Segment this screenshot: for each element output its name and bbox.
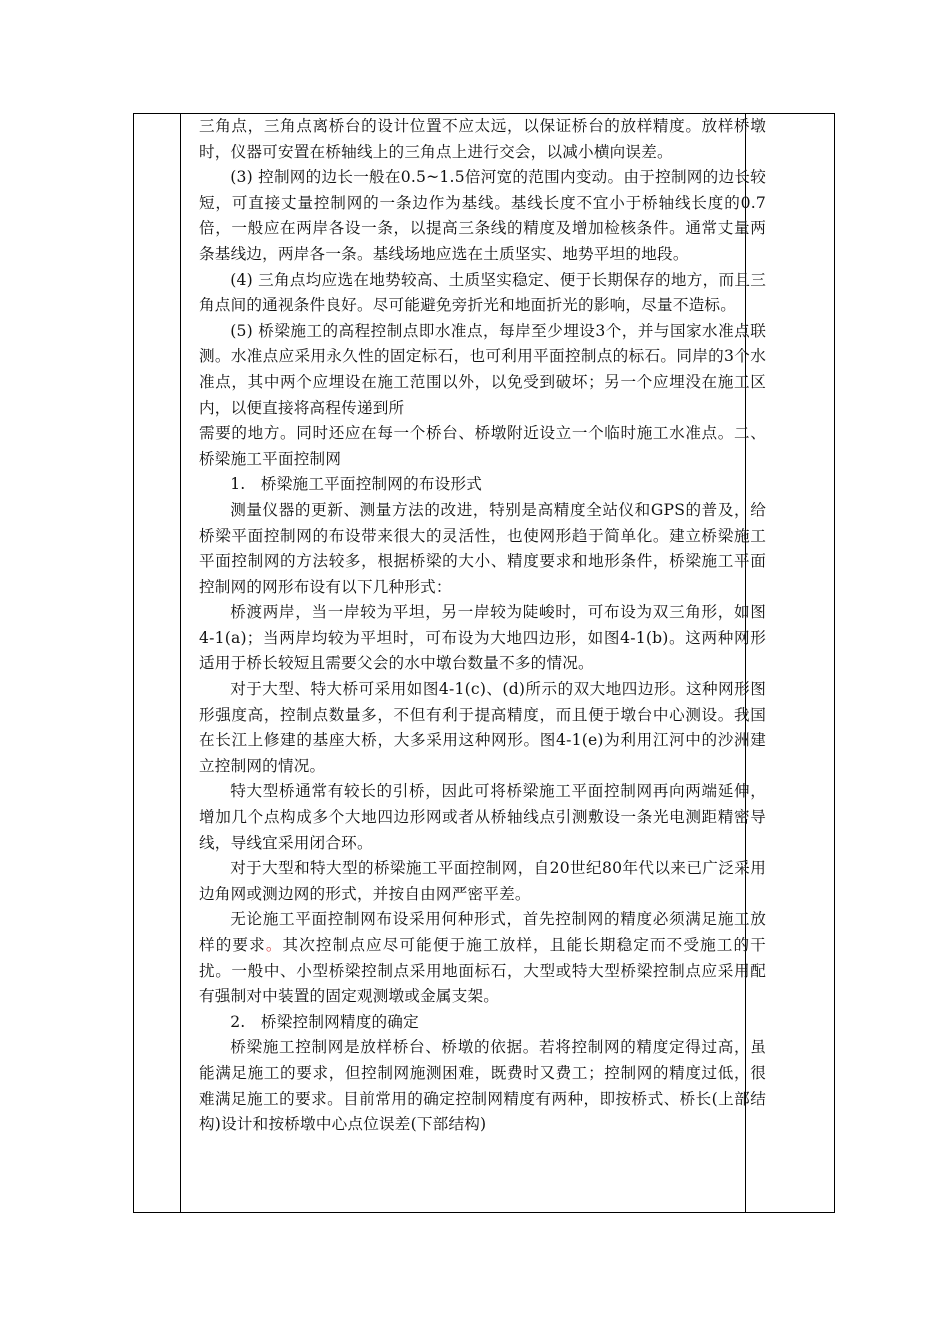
form-table (133, 113, 835, 1213)
paragraph-text: 特大型桥通常有较长的引桥，因此可将桥梁施工平面控制网再向两端延伸，增加几个点构成多个大地四边形网或者从桥轴线点引测敷设一条光电测距精密导线，导线宜采用闭合环。 (199, 782, 766, 852)
paragraph-text: 测量仪器的更新、测量方法的改进，特别是高精度全站仪和GPS的普及，给桥梁平面控制网的布设带来很大的灵活性，也使网形趋于简单化。建立桥梁施工平面控制网的方法较多，根据桥梁的大小、精度要求和地形条件，桥梁施工平面控制网的网形布设有以下几种形式： (199, 500, 766, 596)
paragraph (199, 114, 766, 165)
paragraph-text: (4) 三角点均应选在地势较高、土质坚实稳定、便于长期保存的地方，而且三角点间的通视条件良好。尽可能避免旁折光和地面折光的影响，尽量不造标。 (199, 270, 766, 315)
paragraph-text: 桥渡两岸，当一岸较为平坦，另一岸较为陡峻时，可布设为双三角形，如图4-1(a)；当两岸均较为平坦时，可布设为大地四边形，如图4-1(b)。这两种网形适用于桥长较短且需要父会的水中墩台数量不多的情况。 (199, 603, 766, 673)
paragraph-text: 三角点，三角点离桥台的设计位置不应太远，以保证桥台的放样精度。放样桥墩时，仪器可安置在桥轴线上的三角点上进行交会，以减小横向误差。 (199, 117, 766, 161)
paragraph (199, 677, 766, 779)
paragraph-text: 1. 桥梁施工平面控制网的布设形式 (230, 475, 483, 494)
paragraph (199, 319, 766, 421)
paragraph-text-tail: 其次控制点应尽可能便于施工放样，且能长期稳定而不受施工的干扰。一般中、小型桥梁控制点采用地面标石，大型或特大型桥梁控制点应采用配有强制对中装置的固定观测墩或金属支架。 (199, 936, 766, 1006)
red-mark: 。 (265, 936, 283, 954)
paragraph-text: (5) 桥梁施工的高程控制点即水准点，每岸至少埋设3个，并与国家水准点联测。水准点应采用永久性的固定标石，也可利用平面控制点的标石。同岸的3个水准点，其中两个应埋设在施工范围以外，以免受到破坏；另一个应埋没在施工区内，以便直接将高程传递到所 (199, 321, 766, 417)
paragraph (199, 268, 766, 319)
paragraph (199, 165, 766, 267)
paragraph-text: 无论施工平面控制网布设采用何种形式，首先控制网的精度必须满足施工放样的要求 (199, 910, 766, 954)
paragraph (199, 472, 766, 498)
paragraph-text: 对于大型、特大桥可采用如图4-1(c)、(d)所示的双大地四边形。这种网形图形强度高，控制点数量多，不但有利于提高精度，而且便于墩台中心测设。我国在长江上修建的基座大桥，大多采用这种网形。图4-1(e)为利用江河中的沙洲建立控制网的情况。 (199, 680, 766, 775)
paragraph (199, 1035, 766, 1137)
paragraph-text: 桥梁施工控制网是放样桥台、桥墩的依据。若将控制网的精度定得过高，虽能满足施工的要求，但控制网施测困难，既费时又费工；控制网的精度过低，很难满足施工的要求。目前常用的确定控制网精度有两种，即按桥式、桥长(上部结构)设计和按桥墩中心点位误差(下部结构) (199, 1038, 766, 1134)
paragraph (199, 907, 766, 1009)
paragraph (199, 779, 766, 856)
paragraph-text: 2. 桥梁控制网精度的确定 (230, 1012, 419, 1031)
paragraph-text: 需要的地方。同时还应在每一个桥台、桥墩附近设立一个临时施工水准点。二、桥梁施工平面控制网 (199, 424, 766, 468)
paragraph (199, 600, 766, 677)
paragraph (199, 421, 766, 472)
paragraph (199, 498, 766, 600)
paragraph-text: (3) 控制网的边长一般在0.5~1.5倍河宽的范围内变动。由于控制网的边长较短，可直接丈量控制网的一条边作为基线。基线长度不宜小于桥轴线长度的0.7倍，一般应在两岸各设一条，以提高三条线的精度及增加检核条件。通常丈量两条基线边，两岸各一条。基线场地应选在土质坚实、地势平坦的地段。 (199, 168, 766, 263)
document-body (199, 114, 766, 1138)
paragraph (199, 1010, 766, 1036)
left-column-divider (180, 114, 181, 1212)
paragraph (199, 856, 766, 907)
paragraph-text: 对于大型和特大型的桥梁施工平面控制网，自20世纪80年代以来已广泛采用边角网或测边网的形式，并按自由网严密平差。 (199, 859, 766, 903)
